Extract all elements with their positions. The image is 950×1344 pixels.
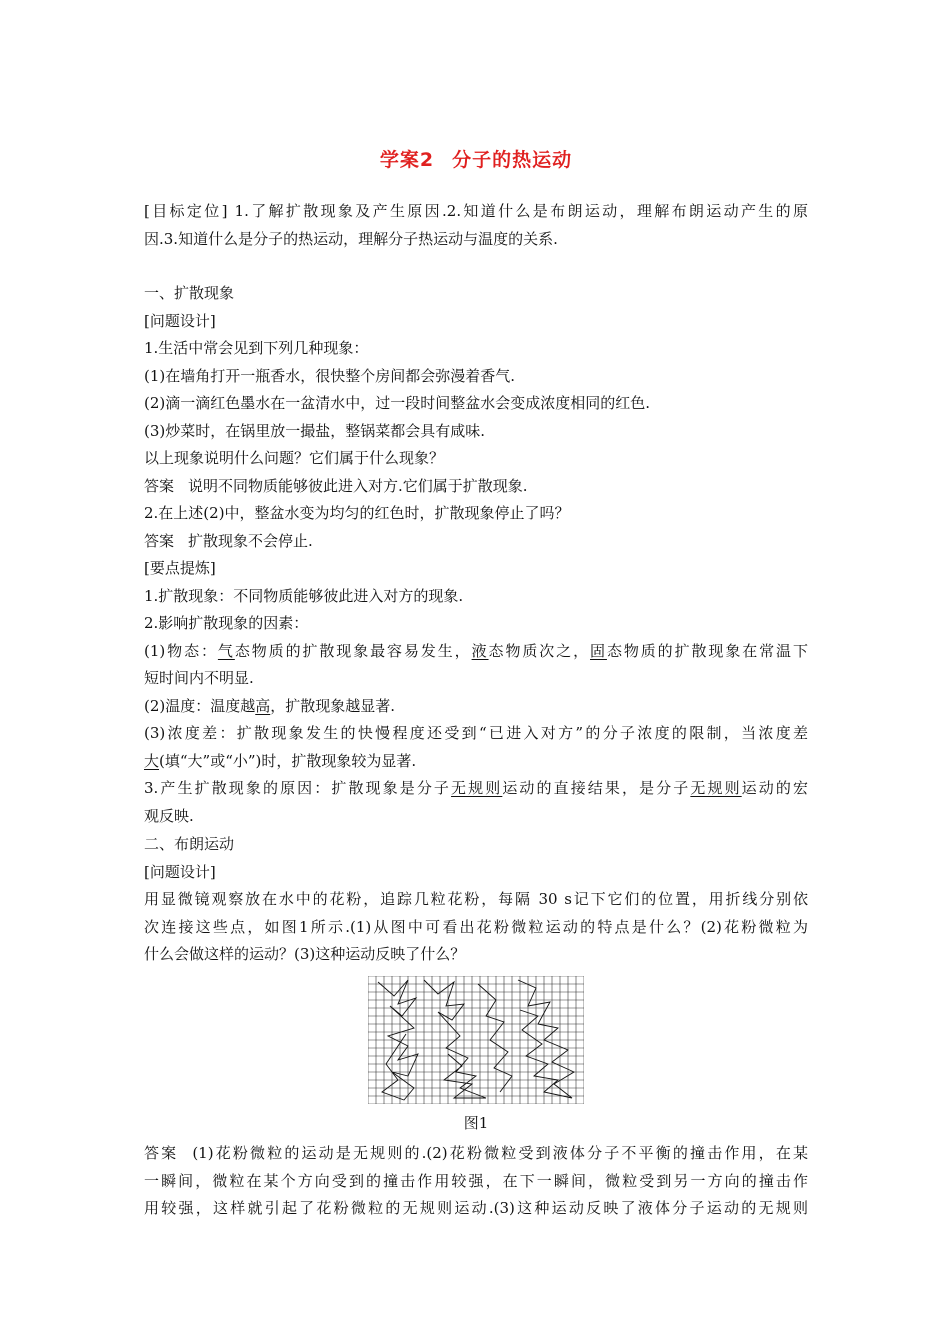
question-ask: 以上现象说明什么问题？它们属于什么现象？ [144, 449, 445, 467]
title-sub: 分子的热运动 [452, 149, 573, 171]
key-point-1: 1.扩散现象：不同物质能够彼此进入对方的现象. [144, 586, 464, 605]
section-diffusion [144, 280, 808, 830]
answer-label: 答案 [144, 1144, 179, 1162]
question-design-tag: [问题设计] [144, 862, 216, 881]
answer-label: 答案 [144, 531, 175, 550]
blank-answer: 大 [144, 751, 160, 770]
key-point-2-2: (2)温度：温度越高，扩散现象越显著. [144, 696, 396, 715]
brownian-answer-line-3: 用较强，这样就引起了花粉微粒的无规则运动.(3)这种运动反映了液体分子运动的无规则 [144, 1199, 808, 1217]
key-point-2-3-cont: 大(填“大”或“小”)时，扩散现象较为显著. [144, 751, 417, 770]
particle-path-2 [424, 980, 486, 1098]
answer-label: 答案 [144, 476, 175, 495]
section-heading-brownian: 二、布朗运动 [144, 835, 235, 853]
section-brownian [144, 831, 808, 969]
phenomenon-1: (1)在墙角打开一瓶香水，很快整个房间都会弥漫着香气. [144, 366, 516, 385]
blank-answer: 高 [255, 696, 271, 715]
particle-path-3 [518, 980, 574, 1098]
answer-2-text: 扩散现象不会停止. [188, 531, 313, 550]
question-2: 2.在上述(2)中，整盆水变为均匀的红色时，扩散现象停止了吗？ [144, 504, 570, 522]
figure-caption: 图1 [463, 1114, 489, 1132]
objective-line-2: 因.3.知道什么是分子的热运动，理解分子热运动与温度的关系. [144, 229, 558, 248]
blank-answer: 无规则 [690, 779, 742, 797]
question-1: 1.生活中常会见到下列几种现象： [144, 339, 369, 357]
brownian-answer-line-2: 一瞬间，微粒在某个方向受到的撞击作用较强，在下一瞬间，微粒受到另一方向的撞击作 [144, 1171, 808, 1190]
key-points-tag: [要点提炼] [144, 559, 216, 577]
brownian-motion-figure [368, 976, 584, 1104]
question-design-tag: [问题设计] [144, 311, 216, 330]
answer-2 [144, 528, 808, 556]
blank-answer: 无规则 [451, 779, 503, 797]
key-point-2: 2.影响扩散现象的因素： [144, 614, 309, 632]
answer-1 [144, 473, 808, 501]
phenomenon-3: (3)炒菜时，在锅里放一撮盐，整锅菜都会具有咸味. [144, 421, 486, 440]
objective-line-1: [目标定位] 1.了解扩散现象及产生原因.2.知道什么是布朗运动，理解布朗运动产生的原 [144, 202, 808, 220]
objective-block [144, 198, 808, 253]
key-point-3-cont: 观反映. [144, 806, 194, 825]
blank-answer: 气 [217, 641, 235, 660]
key-point-2-1: (1)物态：气态物质的扩散现象最容易发生，液态物质次之，固态物质的扩散现象在常温下 [144, 641, 808, 660]
brownian-answer-line-1: 答案 (1)花粉微粒的运动是无规则的.(2)花粉微粒受到液体分子不平衡的撞击作用，在某 [144, 1144, 808, 1162]
key-point-2-1-cont: 短时间内不明显. [144, 669, 254, 687]
brownian-answer [144, 1140, 808, 1223]
design-text-3: 什么会做这样的运动？(3)这种运动反映了什么？ [144, 945, 466, 963]
key-point-2-3: (3)浓度差：扩散现象发生的快慢程度还受到“已进入对方”的分子浓度的限制，当浓度差 [144, 724, 808, 742]
blank-answer: 液 [471, 641, 489, 660]
title-main: 学案2 [379, 149, 435, 171]
phenomenon-2: (2)滴一滴红色墨水在一盆清水中，过一段时间整盆水会变成浓度相同的红色. [144, 394, 651, 412]
page-title [144, 145, 808, 172]
section-heading-diffusion: 一、扩散现象 [144, 284, 235, 302]
key-point-3: 3.产生扩散现象的原因：扩散现象是分子无规则运动的直接结果，是分子无规则运动的宏 [144, 779, 808, 797]
design-text-2: 次连接这些点，如图1所示.(1)从图中可看出花粉微粒运动的特点是什么？(2)花粉微粒为 [144, 917, 808, 936]
design-text-1: 用显微镜观察放在水中的花粉，追踪几粒花粉，每隔 30 s记下它们的位置，用折线分别依 [144, 890, 808, 908]
answer-1-text: 说明不同物质能够彼此进入对方.它们属于扩散现象. [188, 476, 528, 495]
blank-answer: 固 [590, 641, 607, 660]
